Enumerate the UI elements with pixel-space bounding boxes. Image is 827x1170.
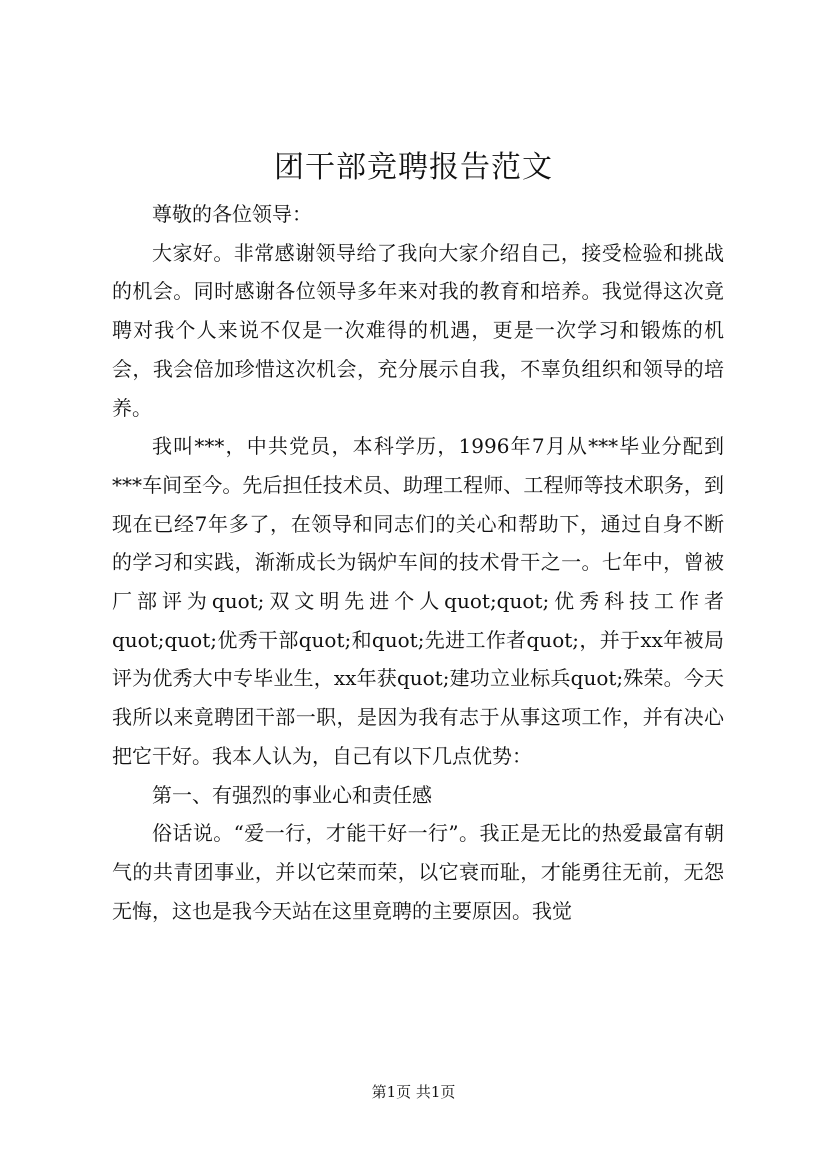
page-footer: 第1页 共1页 [371, 1083, 456, 1101]
document-body [112, 195, 724, 930]
section-heading: 第一、有强烈的事业心和责任感 [152, 782, 432, 807]
salutation-paragraph: 尊敬的各位领导： [152, 202, 312, 226]
section-paragraph: 俗话说。“爱一行，才能干好一行”。我正是无比的热爱最富有朝气的共青团事业，并以它荣而荣，以它衰而耻，才能勇往无前，无怨无悔，这也是我今天站在这里竟聘的主要原因。我觉 [112, 821, 724, 923]
greeting-paragraph: 大家好。非常感谢领导给了我向大家介绍自己，接受检验和挑战的机会。同时感谢各位领导多年来对我的教育和培养。我觉得这次竟聘对我个人来说不仅是一次难得的机遇，更是一次学习和锻炼的机会，我会倍加珍惜这次机会，充分展示自我，不辜负组织和领导的培养。 [112, 240, 724, 420]
document-title: 团干部竞聘报告范文 [274, 150, 553, 185]
self-introduction-paragraph: 我叫***，中共党员，本科学历，1996年7月从***毕业分配到***车间至今。先后担任技术员、助理工程师、工程师等技术职务，到现在已经7年多了，在领导和同志们的关心和帮助下，通过自身不断的学习和实践，渐渐成长为锅炉车间的技术骨干之一。七年中，曾被厂部评为quot;双文明先进个人quot;quot;优秀科技工作者quot;quot;优秀干部quot;和quot;先进工作者quot;，并于xx年被局评为优秀大中专毕业生，xx年获quot;建功立业标兵quot;殊荣。今天我所以来竟聘团干部一职，是因为我有志于从事这项工作，并有决心把它干好。我本人认为，自己有以下几点优势： [112, 434, 724, 768]
